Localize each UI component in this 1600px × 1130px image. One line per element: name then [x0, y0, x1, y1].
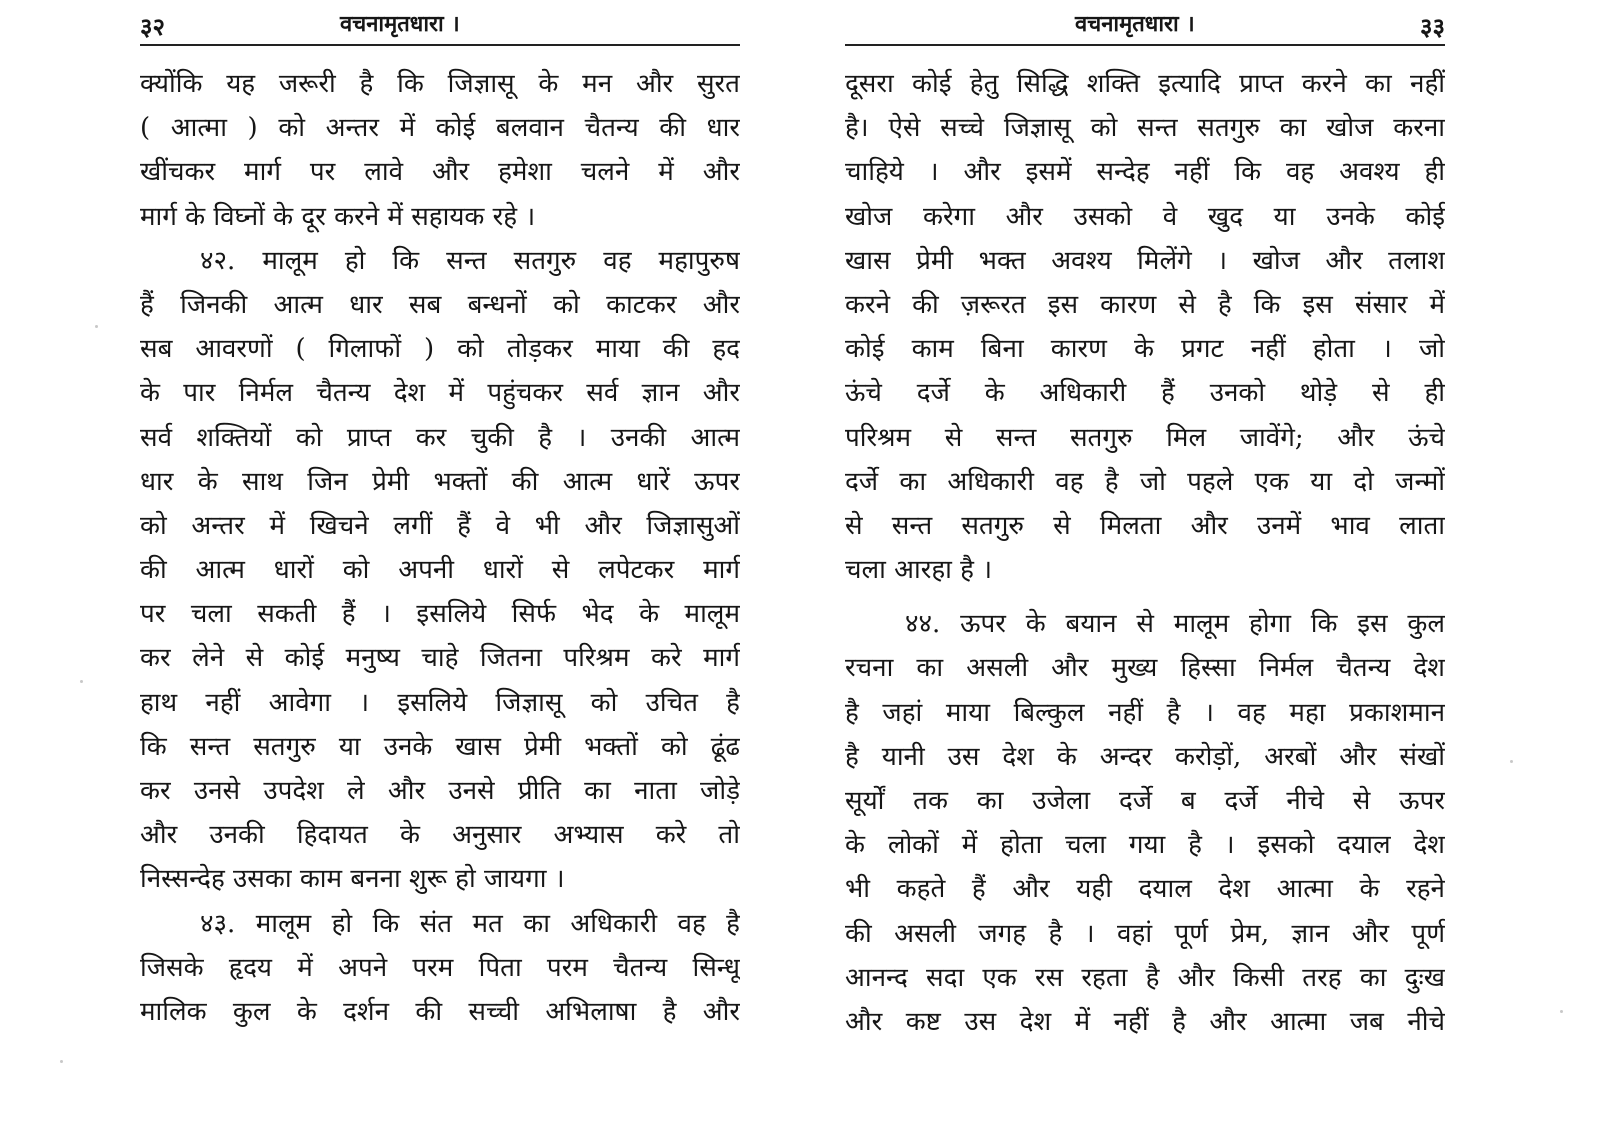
left-page-header	[140, 0, 740, 46]
text-line: और कष्ट उस देश में नहीं है और आत्मा जब नीचे	[845, 1006, 1445, 1037]
text-line: कर उनसे उपदेश ले और उनसे प्रीति का नाता जोड़े	[140, 776, 740, 806]
text-line: कर लेने से कोई मनुष्य चाहे जितना परिश्रम करे मार्ग	[140, 643, 740, 674]
paragraph-43-start: ४३. मालूम हो कि संत मत का अधिकारी वह है	[200, 908, 740, 939]
text-line: को अन्तर में खिचने लगीं हैं वे भी और जिज्ञासुओं	[140, 510, 740, 541]
text-line: खास प्रेमी भक्त अवश्य मिलेंगे । खोज और तलाश	[845, 245, 1445, 276]
text-line: भी कहते हैं और यही दयाल देश आत्मा के रहने	[845, 874, 1445, 905]
text-line: हैं जिनकी आत्म धार सब बन्धनों को काटकर और	[140, 289, 740, 320]
text-line: निस्सन्देह उसका काम बनना शुरू हो जायगा ।	[140, 864, 565, 895]
text-line: सूर्यों तक का उजेला दर्जे ब दर्जे नीचे से ऊपर	[845, 786, 1445, 816]
text-line: रचना का असली और मुख्य हिस्सा निर्मल चैतन्य देश	[845, 653, 1445, 684]
text-line: से सन्त सतगुरु से मिलता और उनमें भाव लाता	[845, 510, 1445, 541]
text-line: और उनकी हिदायत के अनुसार अभ्यास करे तो	[140, 820, 740, 851]
left-page-number: ३२	[140, 12, 165, 41]
text-line: दूसरा कोई हेतु सिद्धि शक्ति इत्यादि प्राप्त करने का नहीं	[845, 69, 1445, 99]
text-line: की असली जगह है । वहां पूर्ण प्रेम, ज्ञान और पूर्ण	[845, 918, 1445, 949]
scan-speck	[1560, 1010, 1563, 1013]
left-page	[140, 0, 740, 1130]
text-line: मार्ग के विघ्नों के दूर करने में सहायक रहे ।	[140, 201, 536, 232]
left-page-body	[140, 62, 740, 1034]
scan-speck	[60, 1060, 63, 1063]
paragraph-42-start: ४२. मालूम हो कि सन्त सतगुरु वह महापुरुष	[200, 245, 740, 276]
text-line: ( आत्मा ) को अन्तर में कोई बलवान चैतन्य की धार	[140, 113, 740, 144]
text-line: सब आवरणों ( गिलाफों ) को तोड़कर माया की हद	[140, 334, 740, 365]
text-line: कि सन्त सतगुरु या उनके खास प्रेमी भक्तों को ढूंढ	[140, 731, 740, 762]
scan-speck	[80, 680, 83, 683]
right-page-body	[845, 62, 1445, 1044]
text-line: सर्व शक्तियों को प्राप्त कर चुकी है । उनकी आत्म	[140, 422, 740, 453]
right-running-title: वचनामृतधारा ।	[1075, 11, 1195, 37]
left-running-title: वचनामृतधारा ।	[340, 11, 460, 37]
right-page	[845, 0, 1445, 1130]
text-line: दर्जे का अधिकारी वह है जो पहले एक या दो जन्मों	[845, 466, 1445, 497]
right-page-number: ३३	[1420, 12, 1445, 41]
text-line: खींचकर मार्ग पर लावे और हमेशा चलने में और	[140, 157, 740, 188]
text-line: के पार निर्मल चैतन्य देश में पहुंचकर सर्व ज्ञान और	[140, 378, 740, 409]
text-line: आनन्द सदा एक रस रहता है और किसी तरह का दुःख	[845, 962, 1445, 993]
right-page-header	[845, 0, 1445, 46]
paragraph-gap	[845, 592, 1445, 602]
scan-speck	[95, 325, 98, 328]
text-line: की आत्म धारों को अपनी धारों से लपेटकर मार्ग	[140, 555, 740, 586]
text-line: के लोकों में होता चला गया है । इसको दयाल देश	[845, 830, 1445, 861]
scan-speck	[1510, 760, 1513, 763]
text-line: मालिक कुल के दर्शन की सच्ची अभिलाषा है और	[140, 996, 740, 1027]
paragraph-44-start: ४४. ऊपर के बयान से मालूम होगा कि इस कुल	[905, 609, 1445, 640]
text-line: पर चला सकती हैं । इसलिये सिर्फ भेद के मालूम	[140, 599, 740, 630]
text-line: परिश्रम से सन्त सतगुरु मिल जावेंगे; और ऊंचे	[845, 422, 1445, 453]
text-line: खोज करेगा और उसको वे खुद या उनके कोई	[845, 201, 1445, 232]
text-line: चला आरहा है ।	[845, 555, 993, 586]
text-line: है जहां माया बिल्कुल नहीं है । वह महा प्रकाशमान	[845, 697, 1445, 728]
text-line: धार के साथ जिन प्रेमी भक्तों की आत्म धारें ऊपर	[140, 466, 740, 497]
text-line: जिसके हृदय में अपने परम पिता परम चैतन्य सिन्धू	[140, 952, 740, 983]
text-line: ऊंचे दर्जे के अधिकारी हैं उनको थोड़े से ही	[845, 378, 1445, 409]
text-line: है यानी उस देश के अन्दर करोड़ों, अरबों और संखों	[845, 741, 1445, 772]
text-line: क्योंकि यह जरूरी है कि जिज्ञासू के मन और सुरत	[140, 69, 740, 99]
text-line: चाहिये । और इसमें सन्देह नहीं कि वह अवश्य ही	[845, 157, 1445, 188]
text-line: कोई काम बिना कारण के प्रगट नहीं होता । जो	[845, 334, 1445, 365]
text-line: करने की ज़रूरत इस कारण से है कि इस संसार में	[845, 289, 1445, 320]
text-line: है। ऐसे सच्चे जिज्ञासू को सन्त सतगुरु का खोज करना	[845, 113, 1445, 144]
text-line: हाथ नहीं आवेगा । इसलिये जिज्ञासू को उचित है	[140, 687, 740, 718]
